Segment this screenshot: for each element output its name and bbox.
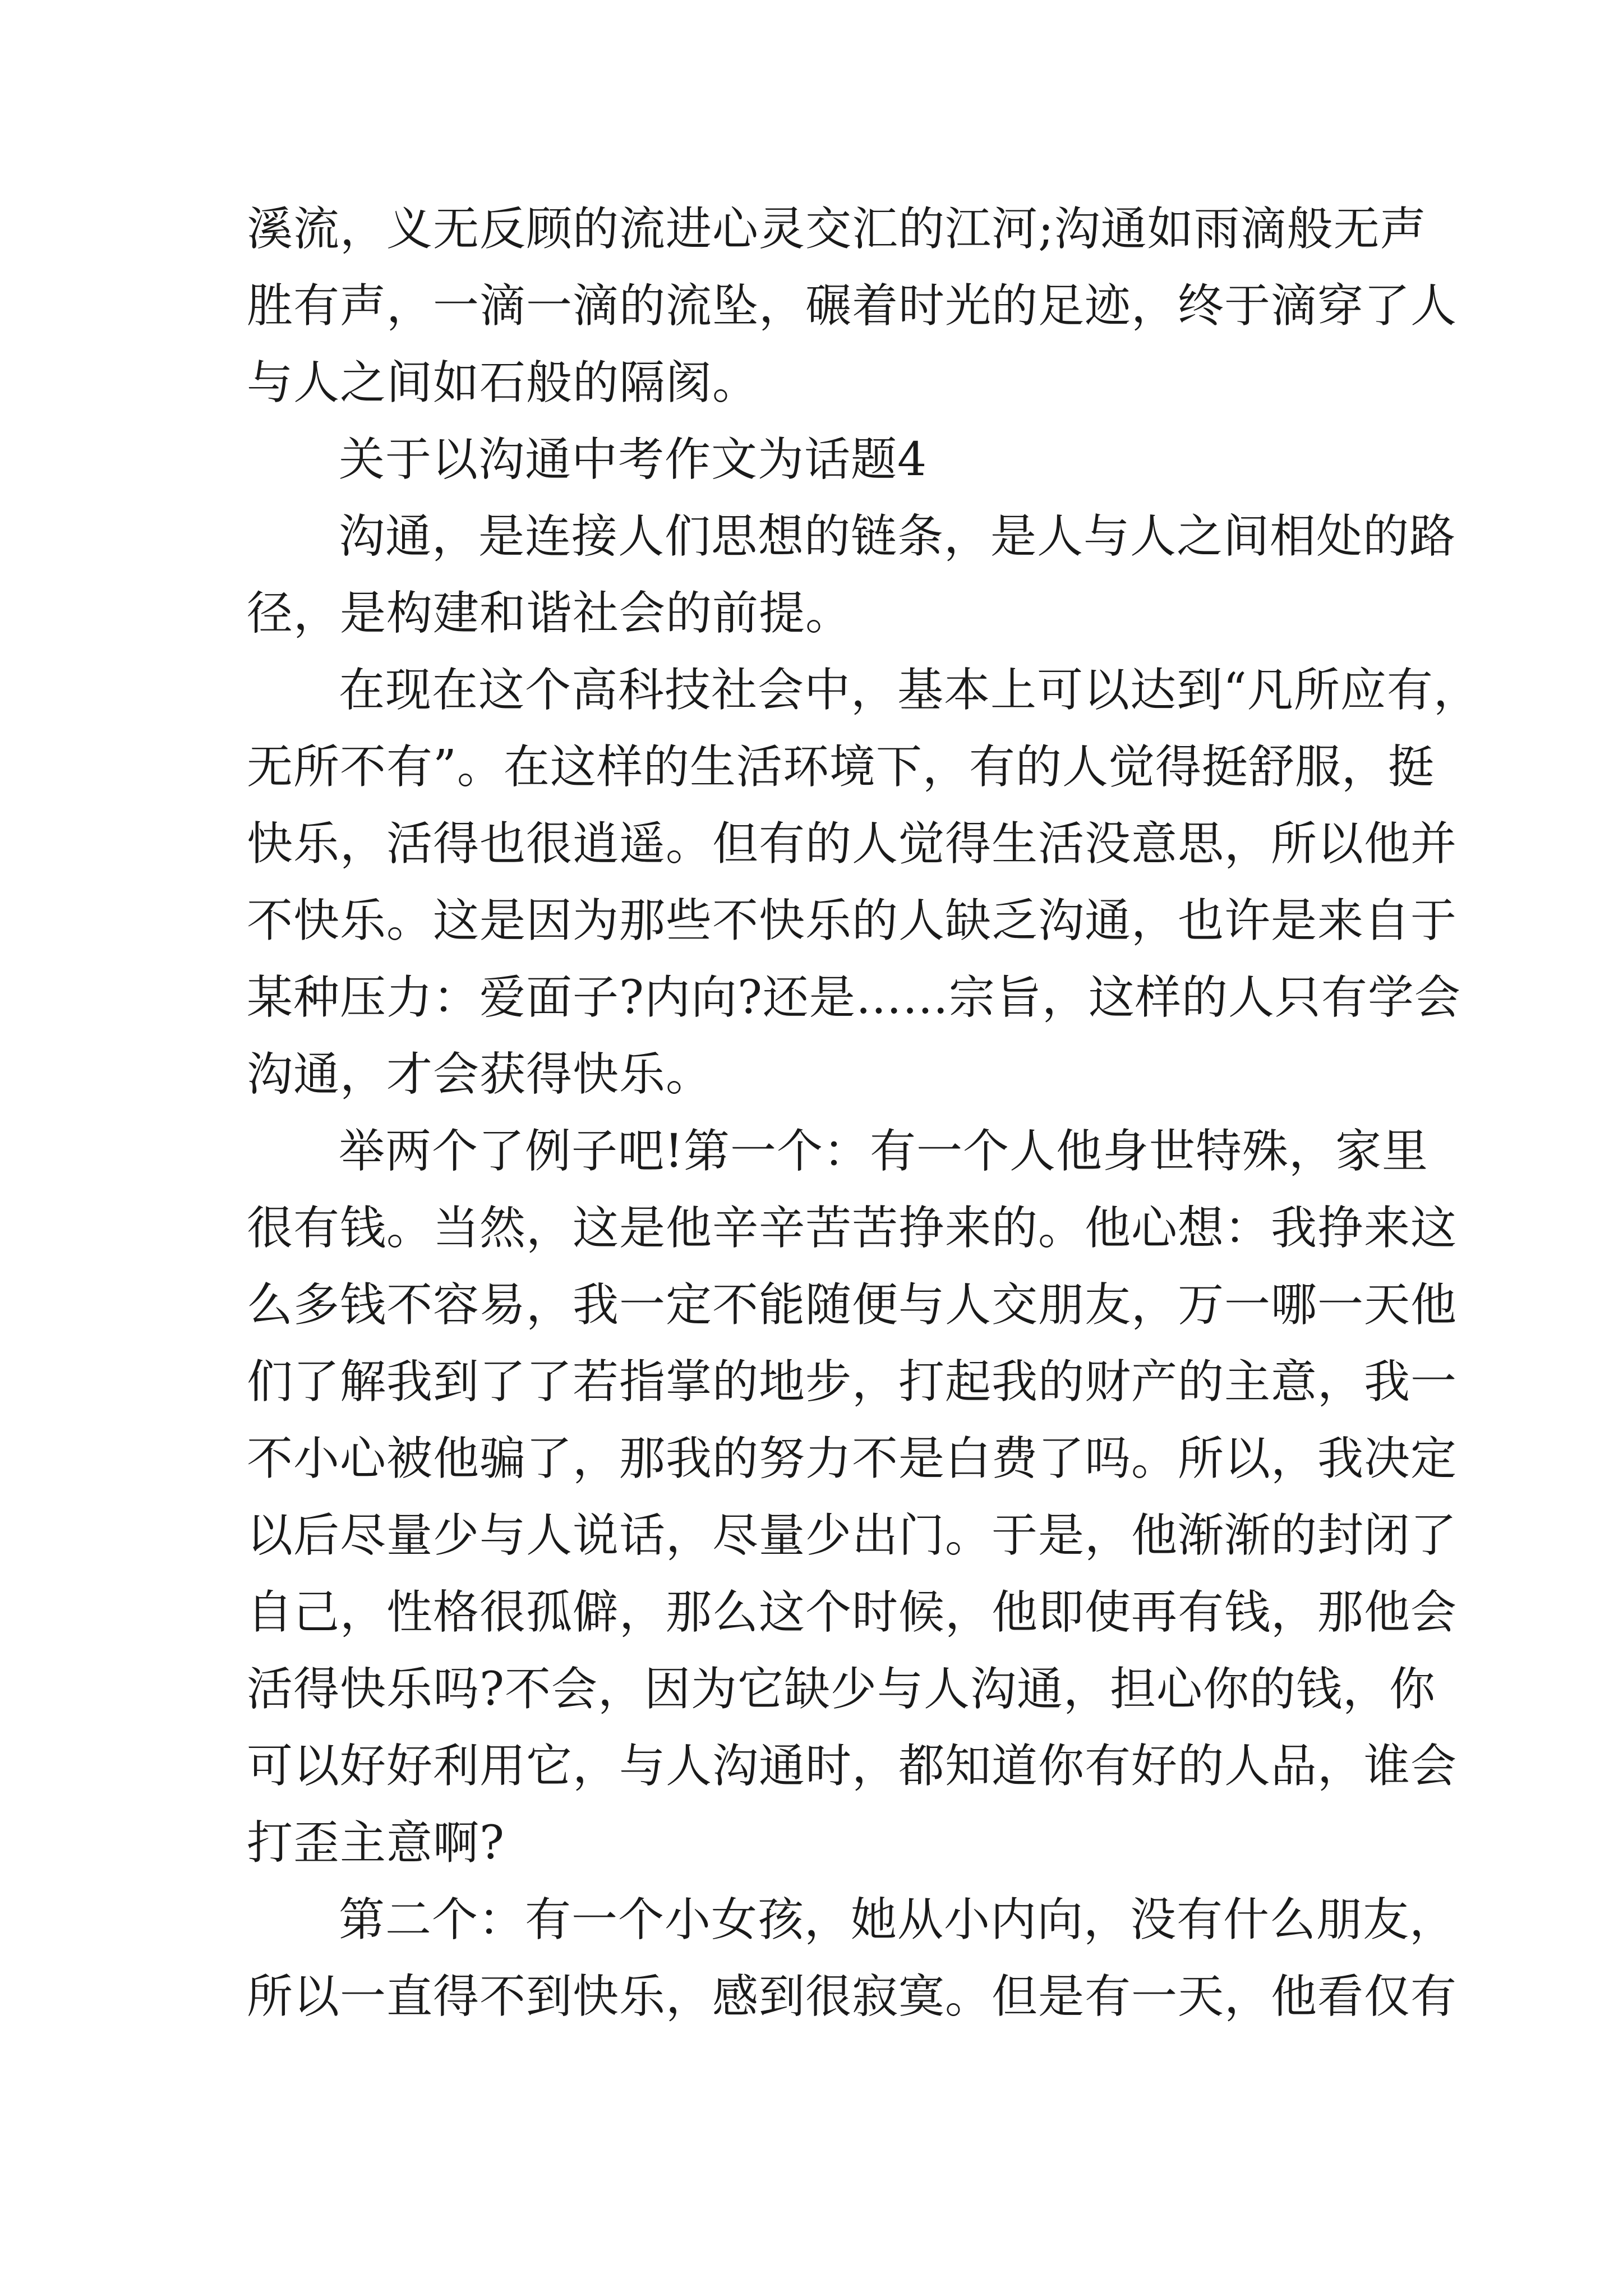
text-line: 胜有声，一滴一滴的流坠，碾着时光的足迹，终于滴穿了人: [247, 279, 1458, 333]
text-line: 不小心被他骗了，那我的努力不是白费了吗。所以，我决定: [247, 1432, 1458, 1485]
text-line: 不快乐。这是因为那些不快乐的人缺乏沟通，也许是来自于: [247, 894, 1458, 947]
text-line: 所以一直得不到快乐，感到很寂寞。但是有一天，他看仅有: [247, 1970, 1458, 2023]
text-line: 快乐，活得也很逍遥。但有的人觉得生活没意思，所以他并: [247, 817, 1458, 871]
text-line: 与人之间如石般的隔阂。: [247, 356, 759, 409]
text-line: 很有钱。当然，这是他辛辛苦苦挣来的。他心想：我挣来这: [247, 1202, 1458, 1255]
text-line: 无所不有”。在这样的生活环境下，有的人觉得挺舒服，挺: [247, 740, 1435, 794]
text-line: 沟通，才会获得快乐。: [247, 1048, 713, 1101]
text-line: 举两个了例子吧!第一个：有一个人他身世特殊，家里: [339, 1125, 1428, 1178]
text-line: 第二个：有一个小女孩，她从小内向，没有什么朋友，: [339, 1893, 1456, 1947]
section-heading: 关于以沟通中考作文为话题4: [339, 433, 928, 486]
text-line: 可以好好利用它，与人沟通时，都知道你有好的人品，谁会: [247, 1740, 1458, 1793]
text-line: 在现在这个高科技社会中，基本上可以达到“凡所应有，: [339, 664, 1480, 717]
text-line: 某种压力：爱面子?内向?还是……宗旨，这样的人只有学会: [247, 971, 1461, 1024]
text-line: 自己，性格很孤僻，那么这个时候，他即使再有钱，那他会: [247, 1586, 1458, 1639]
text-line: 溪流，义无反顾的流进心灵交汇的江河;沟通如雨滴般无声: [247, 203, 1427, 256]
text-line: 径，是构建和谐社会的前提。: [247, 587, 852, 640]
document-body: [247, 191, 1480, 2035]
text-line: 沟通，是连接人们思想的链条，是人与人之间相处的路: [339, 510, 1456, 563]
text-line: 们了解我到了了若指掌的地步，打起我的财产的主意，我一: [247, 1355, 1458, 1409]
text-line: 么多钱不容易，我一定不能随便与人交朋友，万一哪一天他: [247, 1278, 1458, 1332]
text-line: 打歪主意啊?: [247, 1816, 505, 1870]
text-line: 以后尽量少与人说话，尽量少出门。于是，他渐渐的封闭了: [247, 1509, 1458, 1562]
text-line: 活得快乐吗?不会，因为它缺少与人沟通，担心你的钱，你: [247, 1663, 1436, 1716]
